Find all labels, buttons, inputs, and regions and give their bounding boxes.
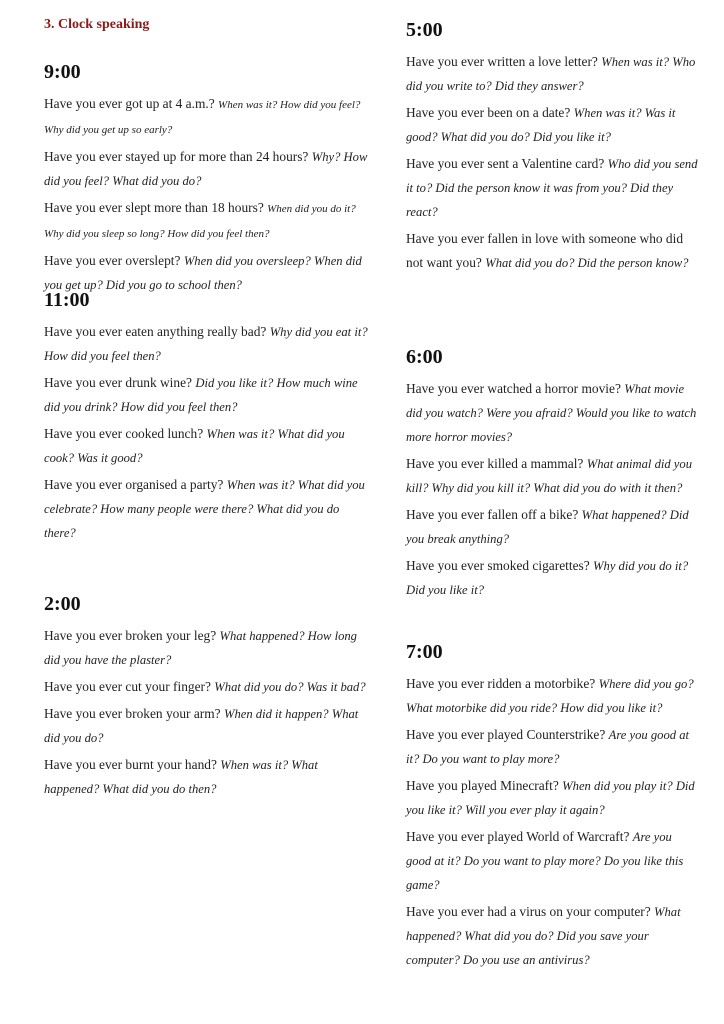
section-title: 3. Clock speaking	[44, 17, 150, 32]
question-text: Have you ever got up at 4 a.m.?	[44, 96, 219, 111]
question-item	[406, 452, 698, 500]
follow-up-questions: When was it? What happened? What did you do then?	[44, 758, 318, 796]
question-text: Have you ever killed a mammal?	[406, 456, 587, 471]
follow-up-questions: Are you good at it? Do you want to play more? Do you like this game?	[406, 830, 684, 892]
follow-up-questions: When was it? Who did you write to? Did they answer?	[406, 55, 696, 93]
question-item	[406, 377, 698, 449]
time-block-6	[406, 345, 698, 605]
question-item	[406, 101, 698, 149]
question-item	[44, 473, 374, 545]
question-item	[44, 371, 374, 419]
question-item	[406, 672, 698, 720]
question-text: Have you ever overslept?	[44, 253, 184, 268]
question-item	[44, 753, 374, 801]
follow-up-questions: Why? How did you feel? What did you do?	[44, 150, 368, 188]
question-text: Have you ever smoked cigarettes?	[406, 558, 594, 573]
time-block-11	[44, 288, 374, 548]
question-text: Have you ever cut your finger?	[44, 679, 215, 694]
follow-up-questions: When was it? What did you cook? Was it good?	[44, 427, 345, 465]
question-text: Have you ever been on a date?	[406, 105, 574, 120]
question-text: Have you ever slept more than 18 hours?	[44, 200, 268, 215]
follow-up-questions: When did you do it? Why did you sleep so long? How did you feel then?	[44, 203, 356, 240]
question-text: Have you ever sent a Valentine card?	[406, 156, 608, 171]
time-heading: 9:00	[44, 61, 81, 83]
question-text: Have you ever ridden a motorbike?	[406, 676, 599, 691]
follow-up-questions: Where did you go? What motorbike did you ride? How did you like it?	[406, 677, 694, 715]
follow-up-questions: When did it happen? What did you do?	[44, 707, 359, 745]
question-item	[44, 422, 374, 470]
follow-up-questions: Who did you send it to? Did the person know it was from you? Did they react?	[406, 157, 698, 219]
question-text: Have you ever played World of Warcraft?	[406, 829, 633, 844]
follow-up-questions: When did you play it? Did you like it? Will you ever play it again?	[406, 779, 695, 817]
question-text: Have you ever broken your arm?	[44, 706, 224, 721]
question-item	[44, 675, 374, 699]
question-item	[44, 92, 374, 142]
question-item	[44, 624, 374, 672]
question-text: Have you ever watched a horror movie?	[406, 381, 625, 396]
time-heading: 6:00	[406, 346, 443, 368]
question-item	[406, 50, 698, 98]
question-text: Have you ever organised a party?	[44, 477, 227, 492]
time-block-7	[406, 640, 698, 975]
follow-up-questions: When was it? What did you celebrate? How many people were there? What did you do there?	[44, 478, 365, 540]
time-heading: 5:00	[406, 19, 443, 41]
follow-up-questions: When was it? Was it good? What did you do? Did you like it?	[406, 106, 676, 144]
question-item	[406, 554, 698, 602]
follow-up-questions: When did you oversleep? When did you get up? Did you go to school then?	[44, 254, 362, 292]
follow-up-questions: When was it? How did you feel? Why did you get up so early?	[44, 99, 361, 136]
question-text: Have you ever burnt your hand?	[44, 757, 221, 772]
question-text: Have you ever written a love letter?	[406, 54, 602, 69]
question-item	[406, 227, 698, 275]
time-block-2	[44, 592, 374, 804]
question-text: Have you ever fallen in love with someone who did not want you?	[406, 231, 684, 270]
time-heading: 7:00	[406, 641, 443, 663]
question-item	[406, 825, 698, 897]
question-text: Have you ever drunk wine?	[44, 375, 196, 390]
question-text: Have you ever fallen off a bike?	[406, 507, 582, 522]
question-item	[44, 702, 374, 750]
question-item	[406, 723, 698, 771]
question-item	[406, 900, 698, 972]
follow-up-questions: What happened? How long did you have the plaster?	[44, 629, 357, 667]
question-item	[44, 145, 374, 193]
follow-up-questions: Why did you do it? Did you like it?	[406, 559, 689, 597]
follow-up-questions: What happened? What did you do? Did you save your computer? Do you use an antivirus?	[406, 905, 681, 967]
question-text: Have you ever eaten anything really bad?	[44, 324, 270, 339]
question-item	[406, 503, 698, 551]
question-item	[406, 774, 698, 822]
time-heading: 11:00	[44, 289, 90, 311]
follow-up-questions: What did you do? Did the person know?	[485, 256, 689, 270]
follow-up-questions: What animal did you kill? Why did you kill it? What did you do with it then?	[406, 457, 692, 495]
question-item	[44, 320, 374, 368]
follow-up-questions: Did you like it? How much wine did you drink? How did you feel then?	[44, 376, 358, 414]
time-heading: 2:00	[44, 593, 81, 615]
question-text: Have you ever stayed up for more than 24 hours?	[44, 149, 312, 164]
question-item	[44, 196, 374, 246]
follow-up-questions: What movie did you watch? Were you afraid? Would you like to watch more horror movies?	[406, 382, 697, 444]
follow-up-questions: Are you good at it? Do you want to play more?	[406, 728, 689, 766]
question-item	[406, 152, 698, 224]
question-text: Have you ever played Counterstrike?	[406, 727, 609, 742]
question-text: Have you ever cooked lunch?	[44, 426, 207, 441]
question-text: Have you ever had a virus on your computer?	[406, 904, 655, 919]
question-text: Have you ever broken your leg?	[44, 628, 220, 643]
follow-up-questions: What happened? Did you break anything?	[406, 508, 689, 546]
follow-up-questions: What did you do? Was it bad?	[214, 680, 366, 694]
follow-up-questions: Why did you eat it? How did you feel then?	[44, 325, 368, 363]
question-text: Have you played Minecraft?	[406, 778, 563, 793]
time-block-5	[406, 18, 698, 278]
time-block-9	[44, 60, 374, 300]
